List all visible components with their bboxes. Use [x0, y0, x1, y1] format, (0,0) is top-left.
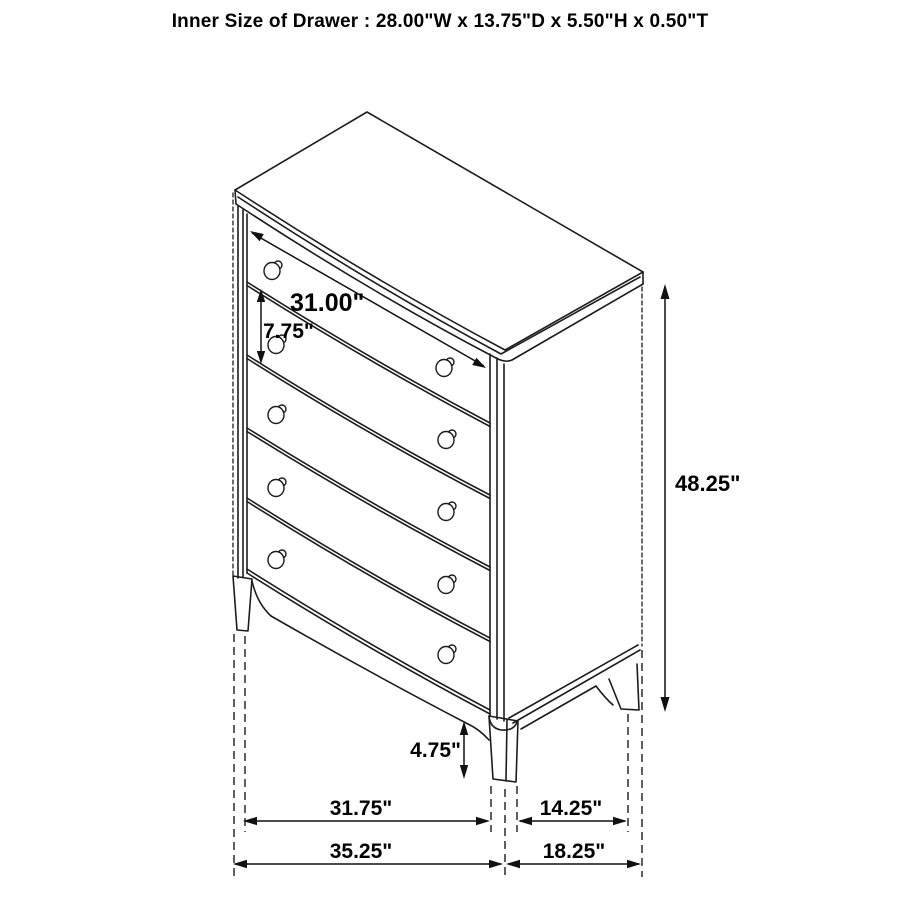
drawer-knob — [436, 358, 454, 377]
front-base — [233, 576, 518, 782]
dimension-label-side-leg-spacing: 14.25" — [539, 797, 603, 820]
side-rail-top-edge — [509, 645, 638, 718]
front-right-corner-post — [489, 354, 517, 730]
side-apron-bracket — [596, 686, 613, 705]
drawer-divider — [247, 355, 490, 499]
dim-leg-height — [460, 721, 468, 779]
side-apron-bottom — [521, 686, 596, 729]
diagram-title: Inner Size of Drawer : 28.00"W x 13.75"D x 5.50"H x 0.50"T — [171, 11, 709, 32]
cabinet-left-edge — [233, 193, 247, 578]
drawer-divider — [247, 428, 490, 571]
dimension-label-overall-height: 48.25" — [675, 471, 741, 496]
drawer-knob — [268, 478, 286, 497]
front-left-leg — [233, 576, 252, 631]
drawer-knob — [268, 550, 286, 569]
dimension-label-overall-width: 35.25" — [329, 840, 393, 863]
drawer-knob — [264, 261, 282, 280]
bottom-rail-top-edge — [247, 569, 490, 714]
apron-bracket-right — [468, 724, 489, 740]
dim-overall-height — [661, 284, 670, 712]
back-right-leg — [609, 664, 639, 710]
front-right-leg-edge — [506, 720, 507, 781]
drawer-knob — [438, 575, 456, 594]
drawer-knob — [438, 502, 456, 521]
drawer-knob — [268, 405, 286, 424]
side-panel — [509, 287, 642, 729]
dimension-label-drawer-face-width: 31.00" — [290, 289, 365, 317]
dimension-label-leg-height: 4.75" — [410, 739, 461, 762]
dimension-label-overall-depth: 18.25" — [542, 840, 606, 863]
dimension-label-drawer-face-height: 7.75" — [263, 320, 314, 343]
drawer-divider — [247, 498, 490, 642]
front-apron-bottom — [271, 616, 468, 724]
drawer-knob — [438, 430, 456, 449]
side-rail-lower-edge — [513, 650, 640, 723]
drawer-knob — [438, 645, 456, 664]
dimension-label-front-leg-spacing: 31.75" — [329, 797, 393, 820]
